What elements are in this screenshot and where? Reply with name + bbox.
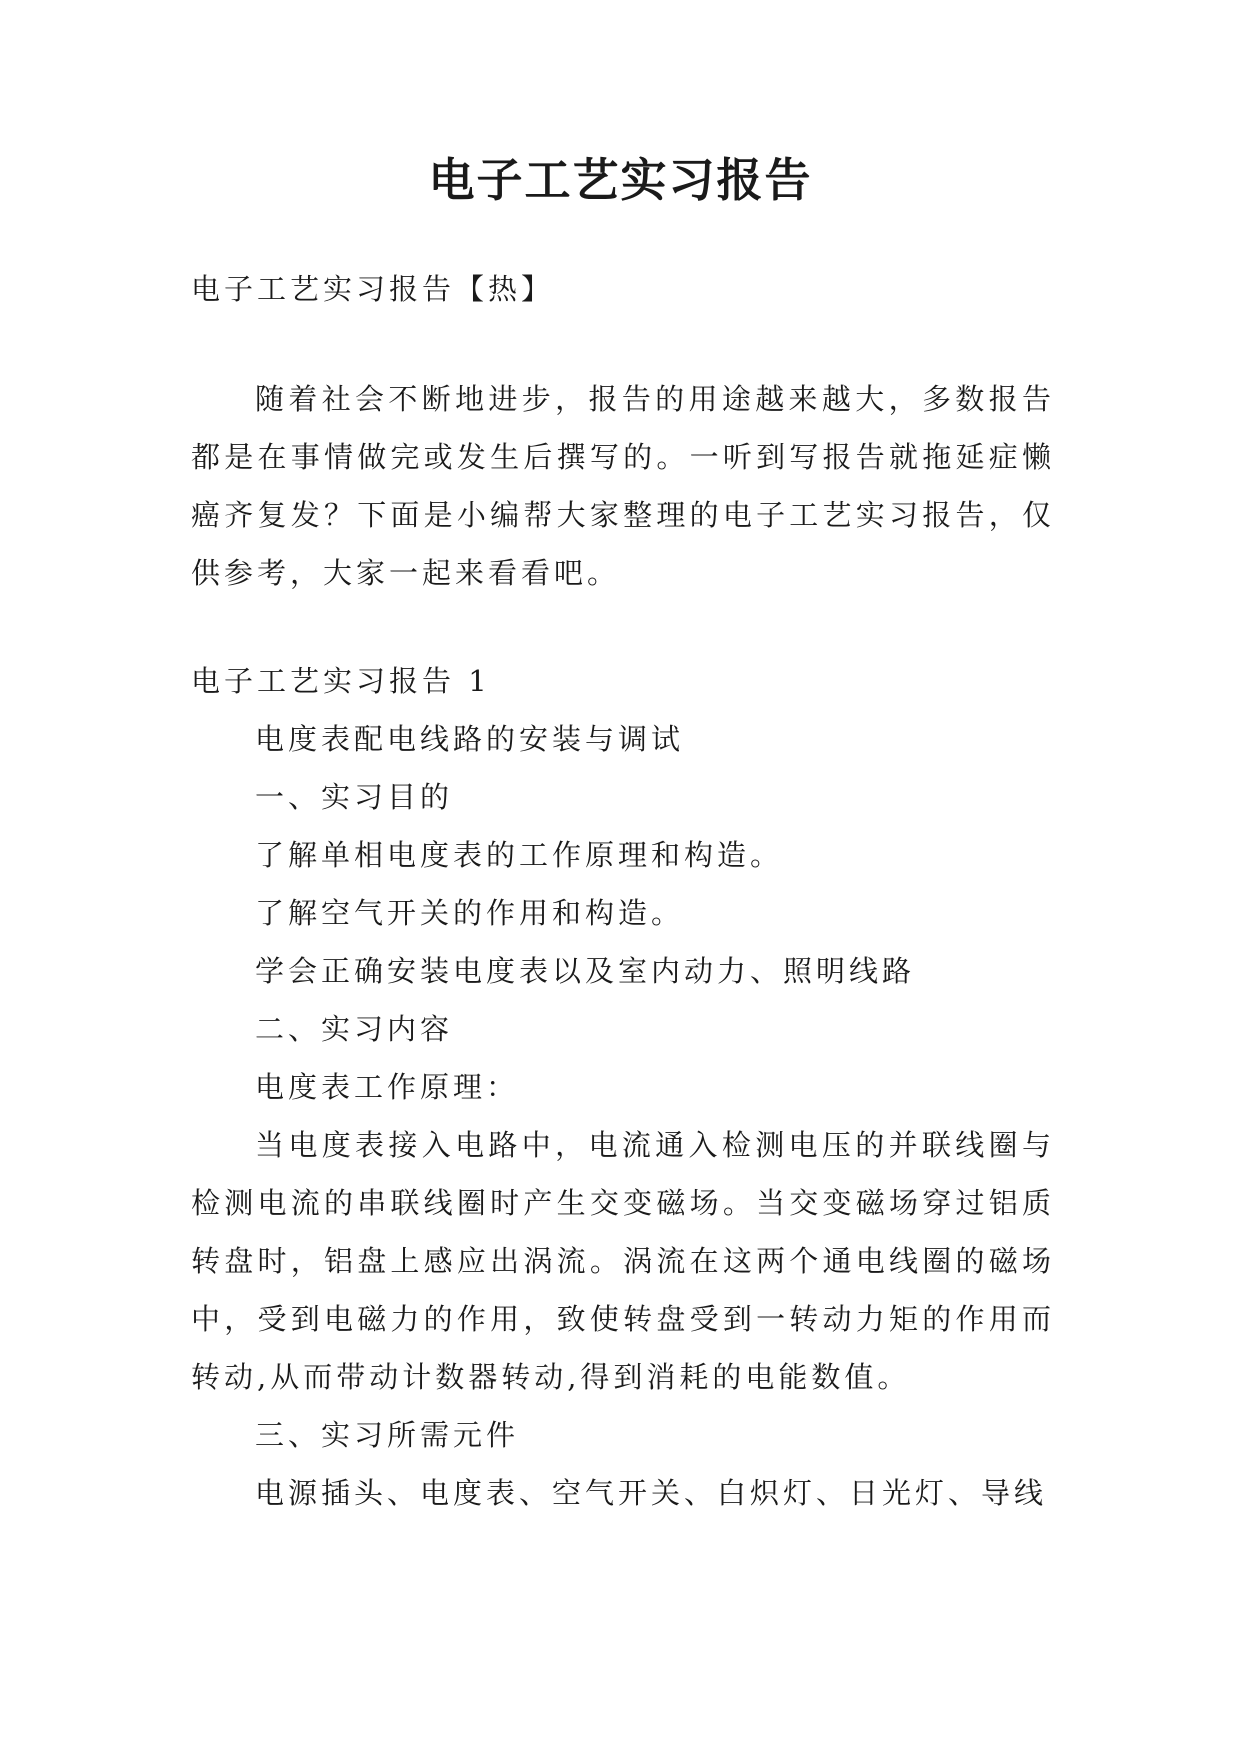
- components-list: 电源插头、电度表、空气开关、白炽灯、日光灯、导线: [255, 1476, 1048, 1510]
- goal-item-3: 学会正确安装电度表以及室内动力、照明线路: [255, 954, 916, 988]
- intro-paragraph: 随着社会不断地进步，报告的用途越来越大，多数报告都是在事情做完或发生后撰写的。一听到写报告就拖延症懒癌齐复发？下面是小编帮大家整理的电子工艺实习报告，仅供参考，大家一起来看看吧。: [191, 382, 1055, 590]
- document-title: 电子工艺实习报告: [428, 153, 813, 207]
- goal-item-1: 了解单相电度表的工作原理和构造。: [255, 838, 784, 872]
- part3-heading: 三、实习所需元件: [255, 1418, 520, 1452]
- document-subtitle: 电子工艺实习报告【热】: [191, 272, 555, 306]
- principle-paragraph: 当电度表接入电路中，电流通入检测电压的并联线圈与检测电流的串联线圈时产生交变磁场。当交变磁场穿过铝质转盘时，铝盘上感应出涡流。涡流在这两个通电线圈的磁场中，受到电磁力的作用，致使转盘受到一转动力矩的作用而转动,从而带动计数器转动,得到消耗的电能数值。: [191, 1128, 1055, 1394]
- part2-heading: 二、实习内容: [255, 1012, 454, 1046]
- principle-label: 电度表工作原理：: [255, 1070, 520, 1104]
- section-topic: 电度表配电线路的安装与调试: [255, 722, 685, 756]
- document-body: [191, 260, 1055, 1522]
- section-heading: 电子工艺实习报告 1: [191, 664, 491, 698]
- part1-heading: 一、实习目的: [255, 780, 454, 814]
- goal-item-2: 了解空气开关的作用和构造。: [255, 896, 685, 930]
